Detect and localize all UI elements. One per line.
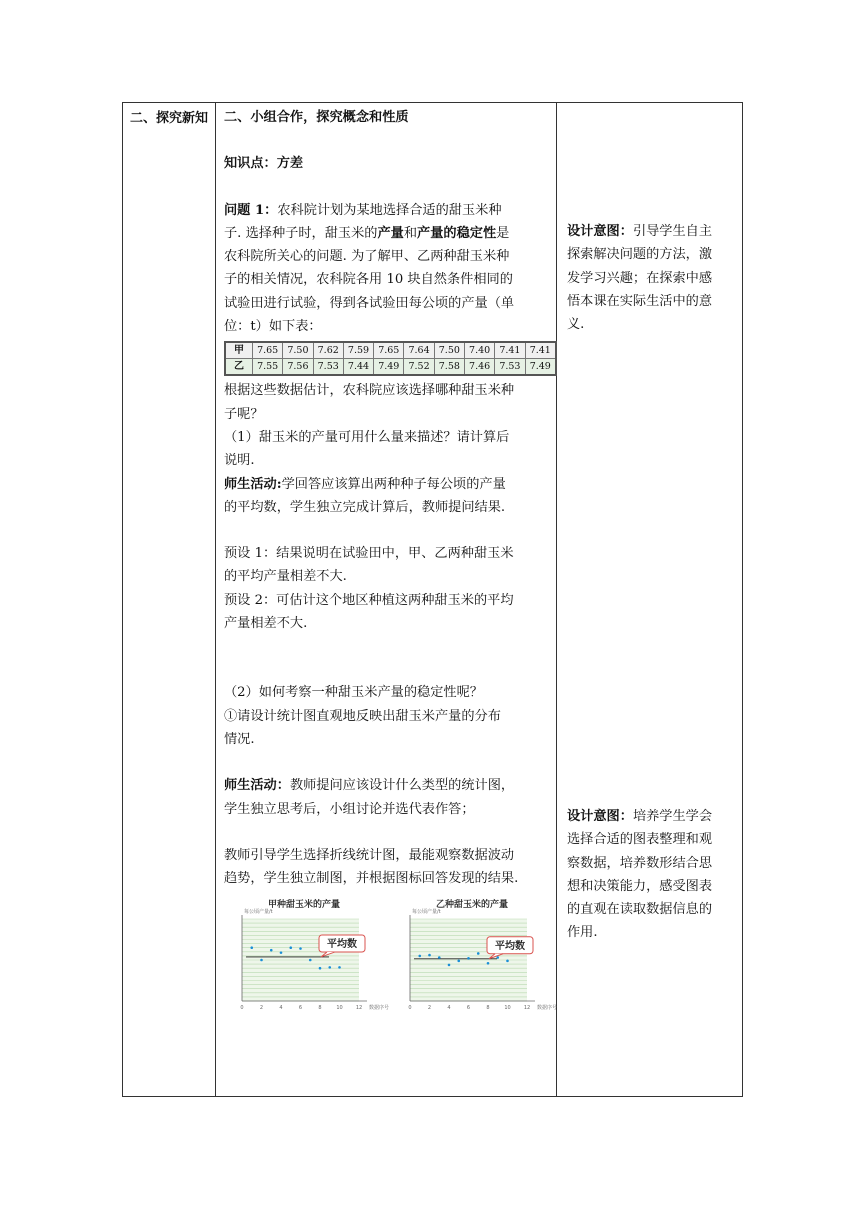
question1-text2a: 子. 选择种子时，甜玉米的	[224, 225, 378, 241]
stage-cell	[123, 103, 216, 1097]
yield-cell: 7.50	[283, 342, 313, 359]
design2-line6: 作用.	[567, 925, 598, 941]
x-tick-label: 12	[355, 1005, 363, 1011]
x-tick-label: 4	[279, 1005, 283, 1011]
sub-question1-line1: （1）甜玉米的产量可用什么量来描述？请计算后	[224, 429, 510, 445]
activity1-line2: 的平均数，学生独立完成计算后，教师提问结果.	[224, 499, 506, 515]
design2-line5: 的直观在读取数据信息的	[567, 902, 713, 918]
data-point	[260, 959, 263, 962]
x-tick-label: 2	[259, 1005, 264, 1011]
x-tick-label: 2	[427, 1005, 432, 1011]
yield-cell: 7.58	[434, 359, 464, 376]
data-point	[319, 967, 322, 970]
data-point	[487, 962, 490, 965]
content-body	[216, 103, 556, 890]
question1-text2e: 是	[496, 225, 510, 241]
yield-row-yi	[225, 359, 556, 376]
design-cell	[557, 103, 743, 1097]
x-tick-label: 4	[447, 1005, 451, 1011]
preset1-line1: 预设 1：结果说明在试验田中，甲、乙两种甜玉米	[224, 546, 514, 562]
design2-line2: 选择合适的图表整理和观	[567, 832, 713, 848]
data-point	[250, 946, 253, 949]
x-tick-label: 10	[336, 1005, 343, 1011]
data-point	[328, 966, 331, 969]
yield-cell: 7.41	[495, 342, 525, 359]
yield-cell: 7.50	[434, 342, 464, 359]
x-tick-label: 10	[504, 1005, 511, 1011]
yield-table	[224, 341, 557, 376]
guide-line1: 教师引导学生选择折线统计图，最能观察数据波动	[224, 847, 515, 863]
yield-cell: 7.41	[525, 342, 556, 359]
x-tick-label: 8	[486, 1005, 490, 1011]
design1-line3: 发学习兴趣；在探索中感	[567, 270, 713, 286]
data-point	[299, 947, 302, 950]
question1-line6: 位：t）如下表：	[224, 319, 322, 335]
activity1-label: 师生活动:	[224, 476, 282, 492]
x-axis-label: 数据序号	[369, 1005, 390, 1011]
question1-line3: 农科院所关心的问题. 为了解甲、乙两种甜玉米种	[224, 249, 510, 265]
chart-yi-svg	[394, 893, 558, 1021]
data-point	[506, 960, 509, 963]
preset2-line2: 产量相差不大.	[224, 616, 308, 632]
data-point	[280, 951, 283, 954]
activity2-label: 师生活动：	[224, 778, 290, 794]
activity1-text1: 学回答应该算出两种种子每公顷的产量	[281, 476, 506, 492]
design2-line3: 察数据，培养数形结合思	[567, 855, 713, 871]
design2-line4: 想和决策能力，感受图表	[567, 878, 713, 894]
chart-jia-svg	[226, 893, 390, 1021]
design1-text1: 引导学生自主	[632, 224, 713, 239]
yield-cell: 7.64	[404, 342, 434, 359]
question1-line5: 试验田进行试验，得到各试验田每公顷的产量（单	[224, 295, 515, 311]
section-title: 二、小组合作，探究概念和性质	[224, 110, 409, 125]
yield-cell: 7.46	[464, 359, 494, 376]
question1-line2	[224, 222, 552, 245]
yield-cell: 7.65	[253, 342, 283, 359]
knowledge-point	[224, 152, 552, 175]
estimate-question-line2: 子呢？	[224, 406, 264, 422]
sub-question2a-line2: 情况.	[224, 731, 255, 747]
yield-cell: 7.52	[404, 359, 434, 376]
design2-text1: 培养学生学会	[632, 809, 713, 824]
data-point	[428, 954, 431, 957]
design-intent-1	[567, 220, 735, 336]
yield-row-label: 甲	[225, 342, 253, 359]
estimate-question-line1: 根据这些数据估计，农科院应该选择哪种甜玉米种	[224, 383, 515, 399]
mean-annotation: 平均数	[495, 940, 525, 952]
design1-line2: 探索解决问题的方法，激	[567, 247, 713, 263]
yield-charts	[226, 893, 556, 1023]
yield-cell: 7.49	[525, 359, 556, 376]
yield-cell: 7.55	[253, 359, 283, 376]
data-point	[496, 956, 499, 959]
data-point	[270, 949, 273, 952]
chart-title: 甲种甜玉米的产量	[267, 900, 341, 910]
yield-cell: 7.56	[283, 359, 313, 376]
knowledge-point-value: 方差	[276, 156, 304, 172]
activity2-line2: 学生独立思考后，小组讨论并选代表作答；	[224, 801, 475, 817]
activity2-line1	[224, 774, 552, 797]
question1-text2c: 和	[403, 225, 418, 241]
data-point	[418, 955, 421, 958]
question1-text1: 农科院计划为某地选择合适的甜玉米种	[277, 202, 502, 218]
question1-text2d: 产量的稳定性	[417, 225, 497, 241]
data-point	[338, 966, 341, 969]
guide-line2: 趋势，学生独立制图，并根据图标回答发现的结果.	[224, 871, 519, 887]
preset1-line2: 的平均产量相差不大.	[224, 569, 347, 585]
yield-cell: 7.62	[313, 342, 343, 359]
activity2-text1: 教师提问应该设计什么类型的统计图，	[289, 778, 515, 794]
yield-row-jia	[225, 342, 556, 359]
yield-cell: 7.40	[464, 342, 494, 359]
yield-cell: 7.44	[343, 359, 373, 376]
data-point	[448, 964, 451, 967]
x-tick-label: 12	[523, 1005, 531, 1011]
question1-text2b: 产量	[377, 225, 404, 241]
question1-label: 问题 1：	[224, 202, 278, 218]
x-tick-label: 0	[408, 1005, 412, 1011]
chart-jia	[226, 893, 390, 1021]
sub-question2-line1: （2）如何考察一种甜玉米产量的稳定性呢？	[224, 685, 483, 701]
content-cell	[216, 103, 557, 1097]
yield-cell: 7.65	[374, 342, 404, 359]
sub-question2a-line1: ①请设计统计图直观地反映出甜玉米产量的分布	[224, 708, 501, 724]
mean-annotation: 平均数	[327, 938, 357, 950]
x-tick-label: 8	[318, 1005, 322, 1011]
yield-cell: 7.49	[374, 359, 404, 376]
stage-label: 二、探究新知	[129, 111, 208, 126]
data-point	[309, 959, 312, 962]
preset2-line1: 预设 2：可估计这个地区种植这两种甜玉米的平均	[224, 592, 514, 608]
chart-yi	[394, 893, 558, 1021]
data-point	[438, 956, 441, 959]
design2-label: 设计意图：	[567, 809, 633, 824]
x-axis-label: 数据序号	[537, 1005, 558, 1011]
activity1-line1	[224, 473, 552, 496]
design1-label: 设计意图：	[567, 224, 633, 239]
y-axis-label: 每公顷产量/t	[244, 909, 273, 915]
yield-cell: 7.53	[313, 359, 343, 376]
data-point	[477, 952, 480, 955]
x-tick-label: 6	[298, 1005, 303, 1011]
sub-question1-line2: 说明.	[224, 453, 255, 469]
question1-line4: 子的相关情况，农科院各用 10 块自然条件相同的	[224, 272, 513, 288]
data-point	[457, 960, 460, 963]
chart-title: 乙种甜玉米的产量	[435, 900, 509, 910]
question1-line1	[224, 199, 552, 222]
data-point	[467, 957, 470, 960]
x-tick-label: 0	[240, 1005, 244, 1011]
design1-line4: 悟本课在实际生活中的意	[567, 293, 713, 309]
yield-cell: 7.59	[343, 342, 373, 359]
design1-line5: 义.	[567, 317, 585, 333]
data-point	[289, 946, 292, 949]
lesson-plan-table	[122, 102, 743, 1097]
knowledge-point-label: 知识点：	[224, 156, 277, 172]
yield-cell: 7.53	[495, 359, 525, 376]
yield-row-label: 乙	[225, 359, 253, 376]
design-intent-2	[567, 805, 735, 945]
y-axis-label: 每公顷产量/t	[412, 909, 441, 915]
x-tick-label: 6	[466, 1005, 471, 1011]
